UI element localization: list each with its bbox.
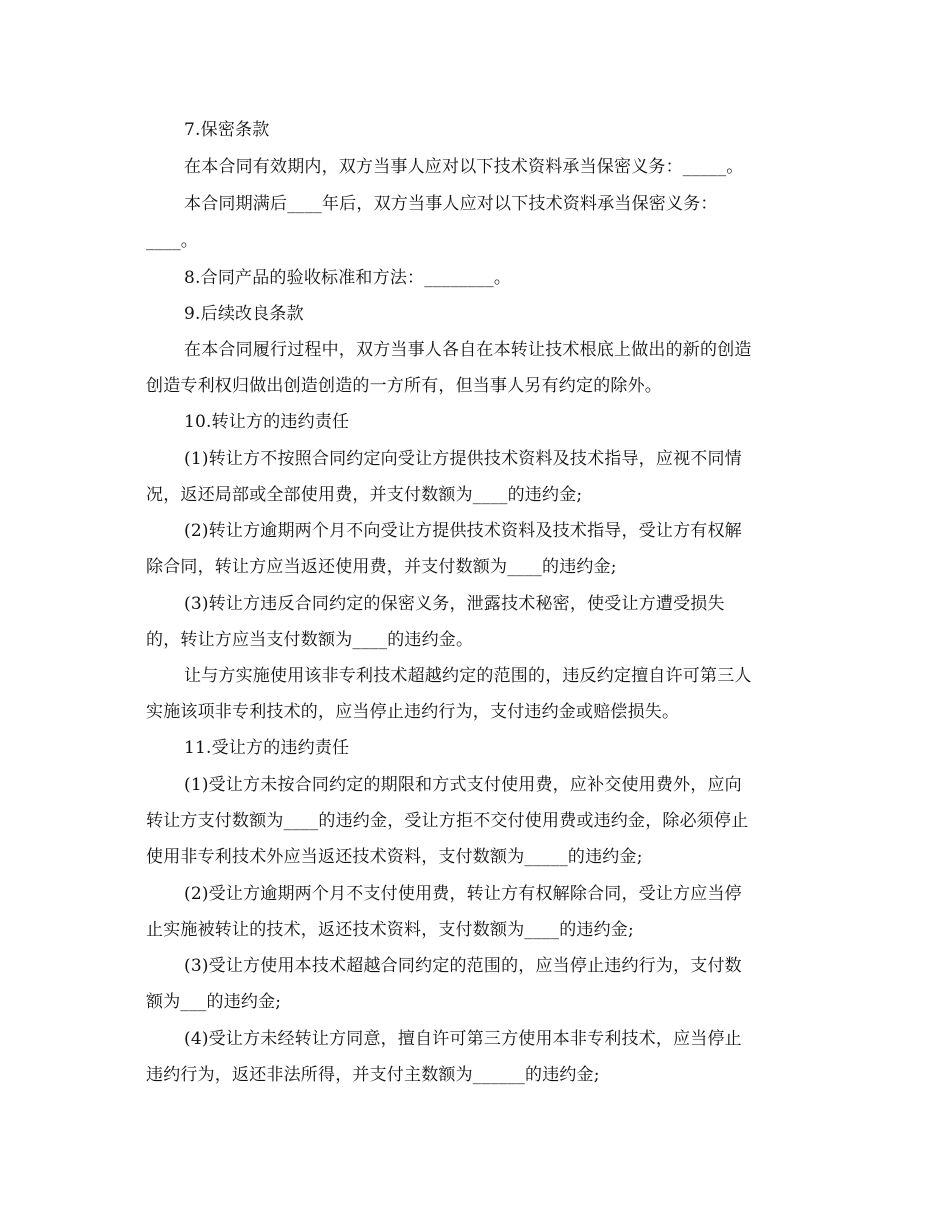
- section-heading-transferor-liability: 10.转让方的违约责任: [184, 412, 350, 432]
- paragraph-line: (3)受让方使用本技术超越合同约定的范围的，应当停止违约行为，支付数: [184, 956, 742, 976]
- paragraph-line: 在本合同有效期内，双方当事人应对以下技术资料承当保密义务：_____。: [184, 157, 744, 177]
- paragraph-line: 的，转让方应当支付数额为____的违约金。: [146, 630, 474, 650]
- paragraph-line: 在本合同履行过程中，双方当事人各自在本转让技术根底上做出的新的创造: [184, 340, 752, 360]
- paragraph-line: (1)转让方不按照合同约定向受让方提供技术资料及技术指导，应视不同情: [184, 449, 742, 469]
- section-heading-acceptance: 8.合同产品的验收标准和方法：________。: [184, 268, 512, 288]
- paragraph-line: 除合同，转让方应当返还使用费，并支付数额为____的违约金;: [146, 557, 617, 577]
- paragraph-line: (4)受让方未经转让方同意，擅自许可第三方使用本非专利技术，应当停止: [184, 1029, 742, 1049]
- paragraph-line: 实施该项非专利技术的，应当停止违约行为，支付违约金或赔偿损失。: [146, 702, 680, 722]
- section-heading-improvement: 9.后续改良条款: [184, 304, 304, 324]
- paragraph-line: (1)受让方未按合同约定的期限和方式支付使用费，应补交使用费外，应向: [184, 775, 742, 795]
- section-heading-confidentiality: 7.保密条款: [184, 120, 270, 140]
- paragraph-line: 况，返还局部或全部使用费，并支付数额为____的违约金;: [146, 485, 583, 505]
- paragraph-line: 使用非专利技术外应当返还技术资料，支付数额为_____的违约金;: [146, 847, 643, 867]
- paragraph-line: 转让方支付数额为____的违约金，受让方拒不交付使用费或违约金，除必须停止: [146, 811, 749, 831]
- paragraph-line: (2)转让方逾期两个月不向受让方提供技术资料及技术指导，受让方有权解: [184, 521, 742, 541]
- section-heading-transferee-liability: 11.受让方的违约责任: [184, 738, 350, 758]
- paragraph-line: ____。: [146, 231, 198, 251]
- paragraph-line: 让与方实施使用该非专利技术超越约定的范围的，违反约定擅自许可第三人: [184, 666, 752, 686]
- paragraph-line: 止实施被转让的技术，返还技术资料，支付数额为____的违约金;: [146, 920, 634, 940]
- paragraph-line: 本合同期满后____年后，双方当事人应对以下技术资料承当保密义务：: [184, 194, 718, 214]
- paragraph-line: (3)转让方违反合同约定的保密义务，泄露技术秘密，使受让方遭受损失: [184, 594, 725, 614]
- paragraph-line: (2)受让方逾期两个月不支付使用费，转让方有权解除合同，受让方应当停: [184, 884, 742, 904]
- paragraph-line: 创造专利权归做出创造创造的一方所有，但当事人另有约定的除外。: [146, 376, 662, 396]
- paragraph-line: 违约行为，返还非法所得，并支付主数额为______的违约金;: [146, 1065, 600, 1085]
- paragraph-line: 额为___的违约金;: [146, 992, 282, 1012]
